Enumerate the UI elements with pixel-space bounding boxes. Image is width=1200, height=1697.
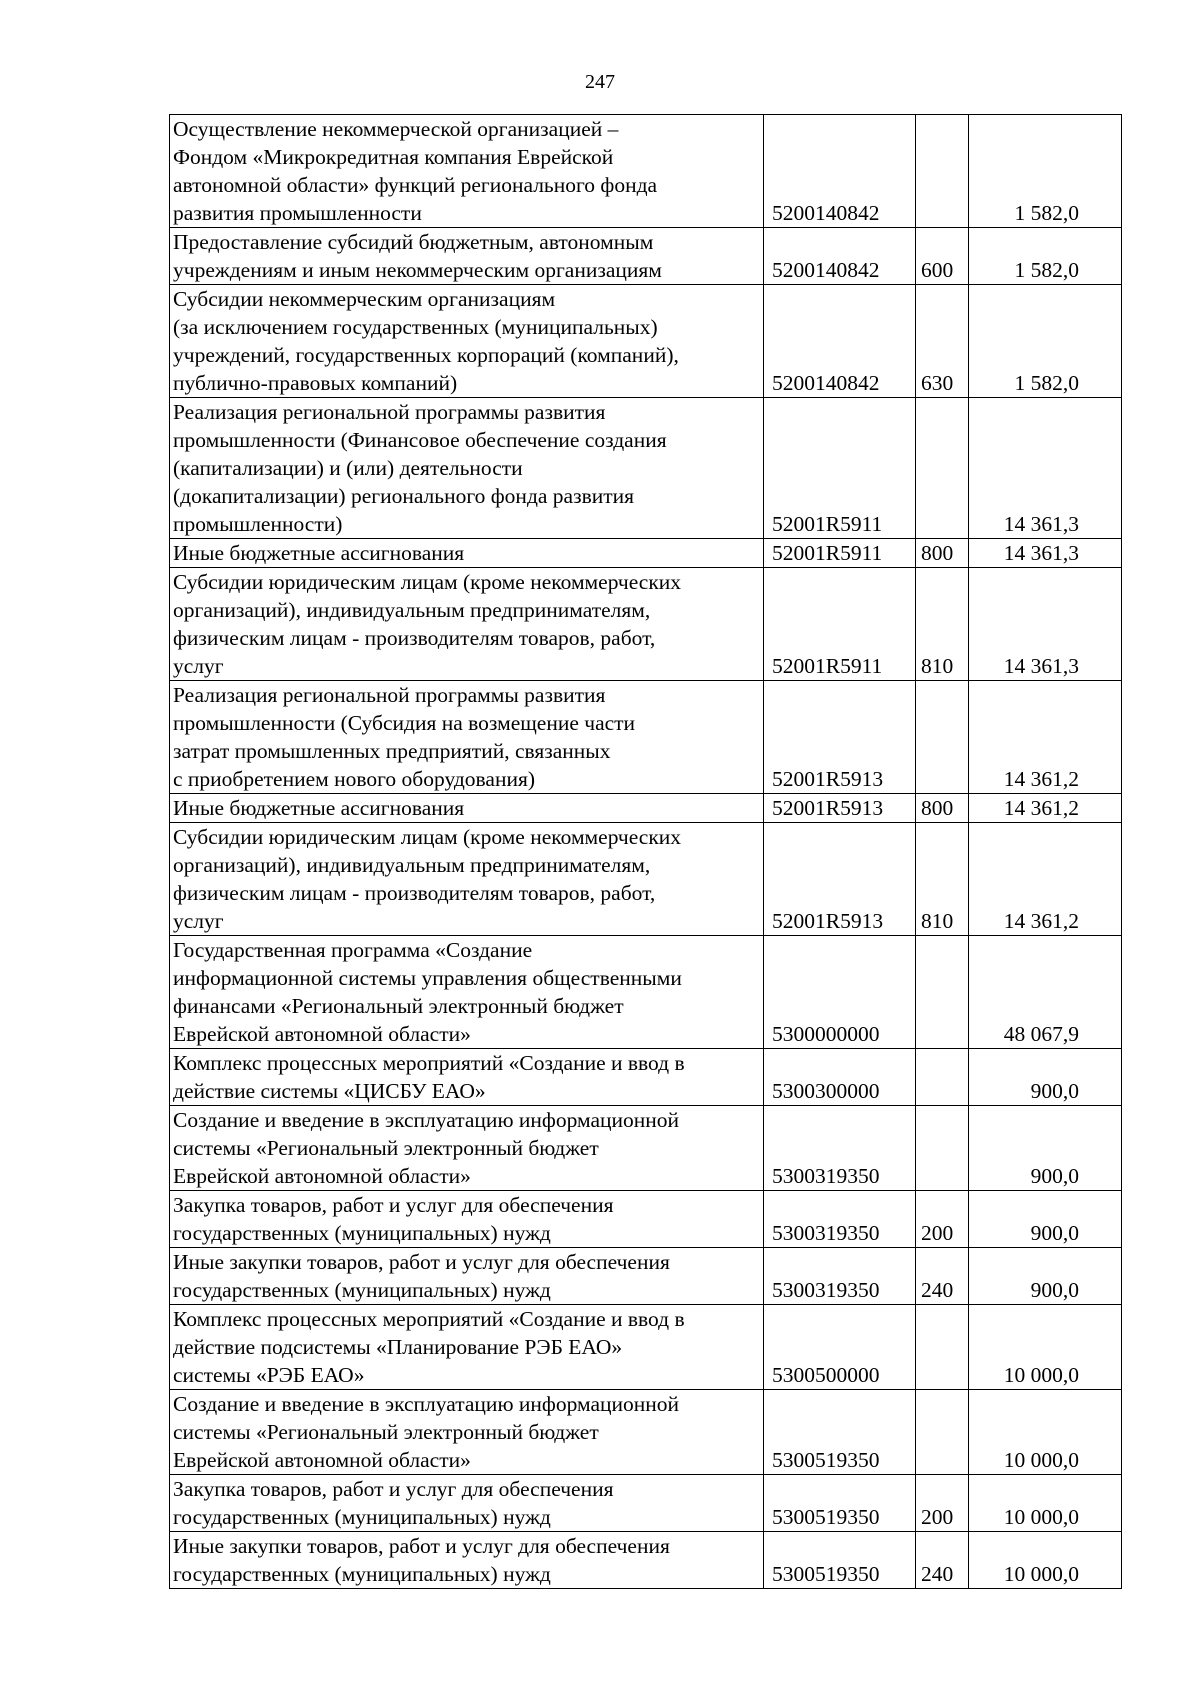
row-type-cell [916,398,969,539]
row-sum-cell: 1 582,0 [969,228,1122,285]
row-sum-cell: 900,0 [969,1049,1122,1106]
table-row [170,228,1122,285]
row-type-cell: 240 [916,1248,969,1305]
row-type-cell [916,115,969,228]
row-type-cell: 200 [916,1475,969,1532]
row-code-cell: 52001R5911 [764,568,916,681]
row-code-cell: 52001R5913 [764,823,916,936]
table-row [170,398,1122,539]
row-name-cell: Субсидии юридическим лицам (кроме некоммерческих организаций), индивидуальным предпринимателям, физическим лицам - производителям товаров, работ, услуг [170,568,764,681]
table-row [170,285,1122,398]
row-name-cell: Создание и введение в эксплуатацию информационной системы «Региональный электронный бюджет Еврейской автономной области» [170,1106,764,1191]
row-name-cell: Субсидии некоммерческим организациям (за исключением государственных (муниципальных) учреждений, государственных корпораций (компаний), публично-правовых компаний) [170,285,764,398]
budget-table [169,114,1122,1589]
page-number: 247 [585,71,615,93]
row-type-cell: 800 [916,794,969,823]
row-name-cell: Иные бюджетные ассигнования [170,539,764,568]
table-row [170,1106,1122,1191]
row-sum-cell: 14 361,3 [969,398,1122,539]
row-name-cell: Субсидии юридическим лицам (кроме некоммерческих организаций), индивидуальным предпринимателям, физическим лицам - производителям товаров, работ, услуг [170,823,764,936]
table-row [170,115,1122,228]
table-row [170,1532,1122,1589]
row-type-cell: 800 [916,539,969,568]
row-type-cell [916,1305,969,1390]
table-row [170,936,1122,1049]
row-type-cell: 810 [916,568,969,681]
row-type-cell: 240 [916,1532,969,1589]
row-sum-cell: 10 000,0 [969,1532,1122,1589]
row-sum-cell: 10 000,0 [969,1305,1122,1390]
row-name-cell: Реализация региональной программы развития промышленности (Финансовое обеспечение создания (капитализации) и (или) деятельности (докапитализации) регионального фонда развития промышленности) [170,398,764,539]
row-code-cell: 5200140842 [764,115,916,228]
row-sum-cell: 10 000,0 [969,1390,1122,1475]
row-code-cell: 52001R5913 [764,681,916,794]
row-name-cell: Закупка товаров, работ и услуг для обеспечения государственных (муниципальных) нужд [170,1475,764,1532]
row-name-cell: Осуществление некоммерческой организацией – Фондом «Микрокредитная компания Еврейской автономной области» функций регионального фонда развития промышленности [170,115,764,228]
table-row [170,568,1122,681]
row-sum-cell: 14 361,2 [969,794,1122,823]
row-type-cell [916,1390,969,1475]
row-code-cell: 52001R5911 [764,539,916,568]
table-row [170,1475,1122,1532]
row-code-cell: 5300519350 [764,1532,916,1589]
row-type-cell: 810 [916,823,969,936]
table-row [170,1305,1122,1390]
row-code-cell: 5300319350 [764,1248,916,1305]
row-type-cell [916,1049,969,1106]
row-name-cell: Комплекс процессных мероприятий «Создание и ввод в действие системы «ЦИСБУ ЕАО» [170,1049,764,1106]
row-sum-cell: 900,0 [969,1248,1122,1305]
table-row [170,823,1122,936]
row-sum-cell: 14 361,3 [969,539,1122,568]
row-type-cell: 200 [916,1191,969,1248]
row-code-cell: 52001R5911 [764,398,916,539]
table-row [170,1049,1122,1106]
row-sum-cell: 14 361,3 [969,568,1122,681]
table-row [170,539,1122,568]
row-code-cell: 52001R5913 [764,794,916,823]
row-name-cell: Комплекс процессных мероприятий «Создание и ввод в действие подсистемы «Планирование РЭБ ЕАО» системы «РЭБ ЕАО» [170,1305,764,1390]
row-code-cell: 5300319350 [764,1191,916,1248]
row-name-cell: Создание и введение в эксплуатацию информационной системы «Региональный электронный бюджет Еврейской автономной области» [170,1390,764,1475]
row-code-cell: 5300500000 [764,1305,916,1390]
row-type-cell: 630 [916,285,969,398]
row-type-cell [916,681,969,794]
row-sum-cell: 14 361,2 [969,823,1122,936]
row-name-cell: Закупка товаров, работ и услуг для обеспечения государственных (муниципальных) нужд [170,1191,764,1248]
row-code-cell: 5300000000 [764,936,916,1049]
row-sum-cell: 1 582,0 [969,115,1122,228]
row-sum-cell: 10 000,0 [969,1475,1122,1532]
row-sum-cell: 900,0 [969,1106,1122,1191]
row-sum-cell: 900,0 [969,1191,1122,1248]
row-code-cell: 5200140842 [764,285,916,398]
row-type-cell [916,1106,969,1191]
row-code-cell: 5300519350 [764,1390,916,1475]
table-row [170,794,1122,823]
table-row [170,1248,1122,1305]
table-row [170,681,1122,794]
row-name-cell: Иные закупки товаров, работ и услуг для обеспечения государственных (муниципальных) нужд [170,1248,764,1305]
row-name-cell: Реализация региональной программы развития промышленности (Субсидия на возмещение части затрат промышленных предприятий, связанных с приобретением нового оборудования) [170,681,764,794]
row-name-cell: Иные бюджетные ассигнования [170,794,764,823]
row-name-cell: Государственная программа «Создание информационной системы управления общественными финансами «Региональный электронный бюджет Еврейской автономной области» [170,936,764,1049]
row-code-cell: 5300519350 [764,1475,916,1532]
row-type-cell [916,936,969,1049]
row-sum-cell: 1 582,0 [969,285,1122,398]
row-name-cell: Иные закупки товаров, работ и услуг для обеспечения государственных (муниципальных) нужд [170,1532,764,1589]
row-code-cell: 5300319350 [764,1106,916,1191]
row-sum-cell: 48 067,9 [969,936,1122,1049]
row-sum-cell: 14 361,2 [969,681,1122,794]
row-type-cell: 600 [916,228,969,285]
table-row [170,1191,1122,1248]
row-code-cell: 5200140842 [764,228,916,285]
row-name-cell: Предоставление субсидий бюджетным, автономным учреждениям и иным некоммерческим организациям [170,228,764,285]
row-code-cell: 5300300000 [764,1049,916,1106]
table-row [170,1390,1122,1475]
